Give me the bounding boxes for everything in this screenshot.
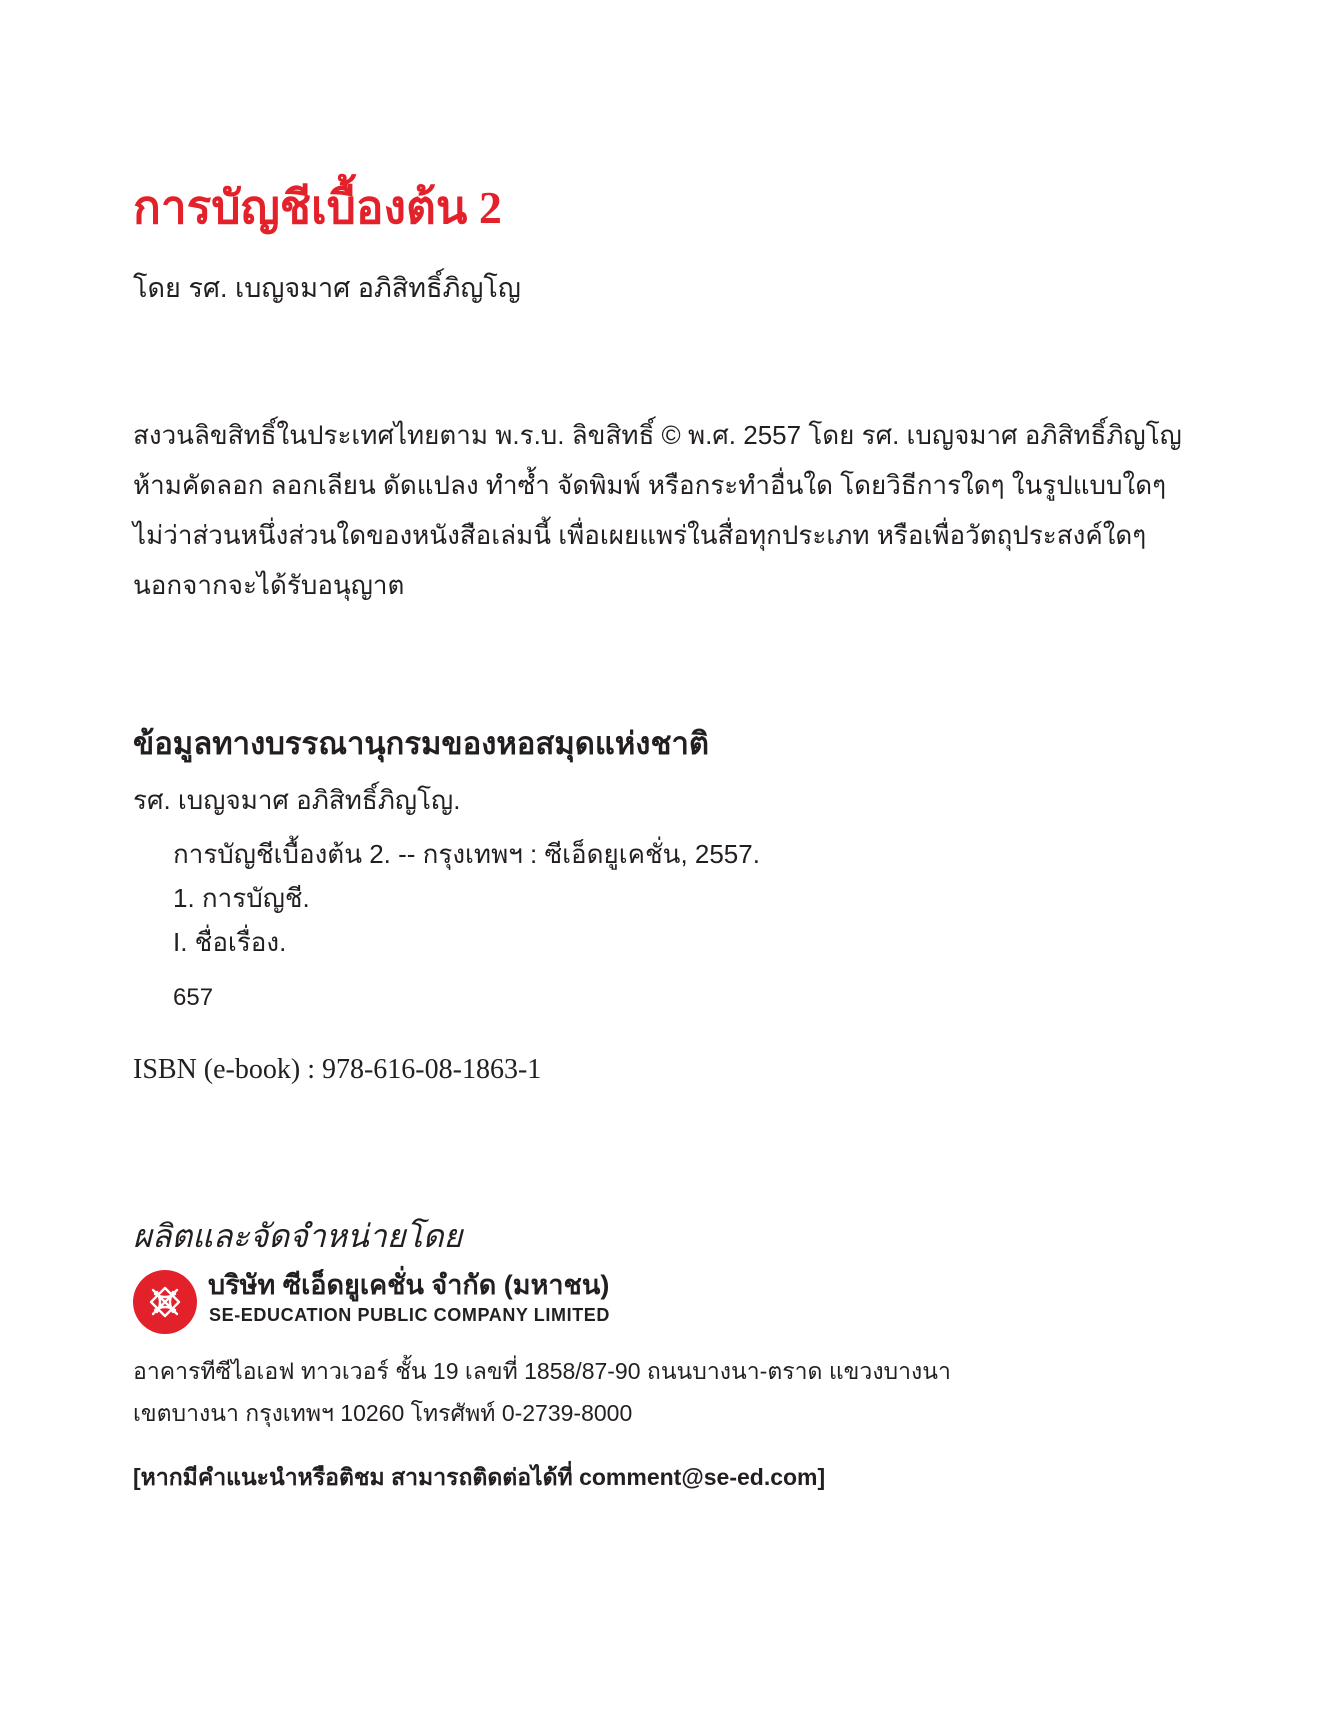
address-line: อาคารทีซีไอเอฟ ทาวเวอร์ ชั้น 19 เลขที่ 1858/87-90 ถนนบางนา-ตราด แขวงบางนา (133, 1358, 951, 1384)
cataloging-author: รศ. เบญจมาศ อภิสิทธิ์ภิญโญ. (133, 785, 461, 815)
cataloging-title-heading: I. ชื่อเรื่อง. (173, 927, 287, 957)
cataloging-title-entry: การบัญชีเบื้องต้น 2. -- กรุงเทพฯ : ซีเอ็ดยูเคชั่น, 2557. (173, 839, 760, 869)
feedback-contact: [หากมีคำแนะนำหรือติชม สามารถติดต่อได้ที่ comment@se-ed.com] (133, 1464, 826, 1490)
copyright-line: ห้ามคัดลอก ลอกเลียน ดัดแปลง ทำซ้ำ จัดพิมพ์ หรือกระทำอื่นใด โดยวิธีการใดๆ ในรูปแบบใดๆ (133, 470, 1167, 500)
publisher-address (133, 1350, 951, 1434)
book-title: การบัญชีเบื้องต้น 2 (133, 182, 502, 233)
book-author: โดย รศ. เบญจมาศ อภิสิทธิ์ภิญโญ (133, 273, 521, 303)
copyright-notice (133, 410, 1213, 610)
cataloging-classification: 657 (173, 984, 214, 1011)
publisher-name-english: SE-EDUCATION PUBLIC COMPANY LIMITED (209, 1305, 611, 1325)
address-line: เขตบางนา กรุงเทพฯ 10260 โทรศัพท์ 0-2739-8000 (133, 1400, 633, 1426)
se-ed-logo-icon (133, 1270, 197, 1334)
copyright-line: ไม่ว่าส่วนหนึ่งส่วนใดของหนังสือเล่มนี้ เพื่อเผยแพร่ในสื่อทุกประเภท หรือเพื่อวัตถุประสงค์ใดๆ (133, 520, 1147, 550)
copyright-line: สงวนลิขสิทธิ์ในประเทศไทยตาม พ.ร.บ. ลิขสิทธิ์ © พ.ศ. 2557 โดย รศ. เบญจมาศ อภิสิทธิ์ภิญโญ (133, 420, 1182, 450)
cataloging-heading: ข้อมูลทางบรรณานุกรมของหอสมุดแห่งชาติ (133, 726, 710, 761)
produced-by-label: ผลิตและจัดจำหน่ายโดย (133, 1218, 463, 1254)
copyright-line: นอกจากจะได้รับอนุญาต (133, 570, 405, 600)
isbn: ISBN (e-book) : 978-616-08-1863-1 (133, 1054, 542, 1085)
publisher-name-thai: บริษัท ซีเอ็ดยูเคชั่น จำกัด (มหาชน) (208, 1270, 610, 1300)
cataloging-subject: 1. การบัญชี. (173, 883, 310, 913)
